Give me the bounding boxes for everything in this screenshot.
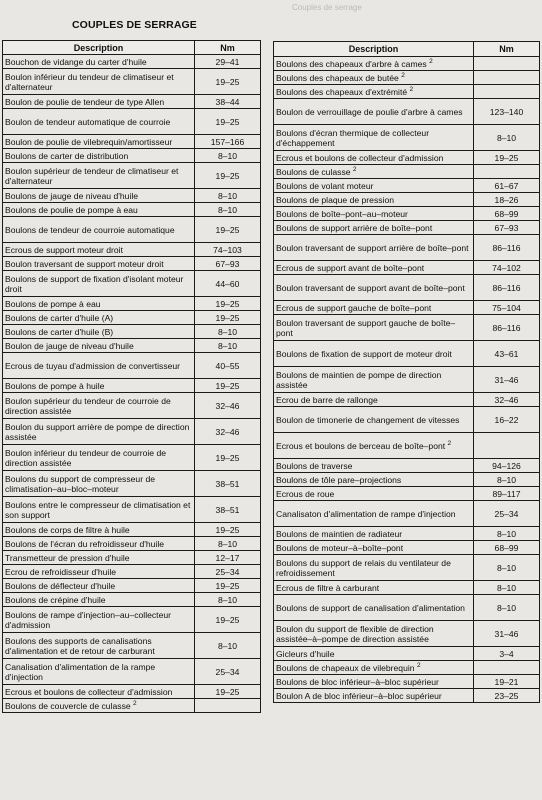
torque-value-cell: 8–10 xyxy=(195,633,261,659)
description-text: Boulons des chapeaux de butée xyxy=(276,72,399,83)
torque-value-cell: 86–116 xyxy=(474,315,540,341)
torque-value-cell: 8–10 xyxy=(474,473,540,487)
description-text: Boulons de carter de distribution xyxy=(5,150,129,161)
page-title: COUPLES DE SERRAGE xyxy=(72,19,197,31)
description-text: Boulons de déflecteur d'huile xyxy=(5,580,116,591)
torque-value-cell: 12–17 xyxy=(195,551,261,565)
description-text: Ecrous de support avant de boîte–pont xyxy=(276,262,425,273)
description-cell xyxy=(3,607,195,633)
footnote-marker: 2 xyxy=(352,165,357,173)
description-text: Boulons du support de compresseur de climatisation–au–bloc–moteur xyxy=(5,473,156,494)
description-cell xyxy=(274,433,474,459)
table-row xyxy=(274,315,540,341)
description-text: Boulon A de bloc inférieur–à–bloc supérieur xyxy=(276,690,442,701)
description-cell xyxy=(3,419,195,445)
description-cell xyxy=(274,675,474,689)
description-text: Transmetteur de pression d'huile xyxy=(5,552,130,563)
description-cell xyxy=(3,471,195,497)
table-row xyxy=(3,271,261,297)
description-text: Boulons de rampe d'injection–au–collecteur d'admission xyxy=(5,609,171,630)
description-text: Boulon de verrouillage de poulie d'arbre à cames xyxy=(276,106,463,117)
description-text: Boulon de tendeur automatique de courroie xyxy=(5,116,171,127)
table-row xyxy=(3,135,261,149)
torque-value-cell: 40–55 xyxy=(195,353,261,379)
table-row xyxy=(274,341,540,367)
table-row xyxy=(3,393,261,419)
description-text: Boulons de fixation de support de moteur droit xyxy=(276,348,452,359)
table-row xyxy=(274,689,540,703)
torque-value-cell xyxy=(474,71,540,85)
table-row xyxy=(3,607,261,633)
description-cell xyxy=(274,473,474,487)
description-text: Ecrous et boulons de berceau de boîte–pont xyxy=(276,440,446,451)
description-text: Boulon traversant de support moteur droit xyxy=(5,258,164,269)
table-row xyxy=(3,109,261,135)
description-cell xyxy=(3,659,195,685)
description-cell xyxy=(3,633,195,659)
table-row xyxy=(3,311,261,325)
torque-value-cell: 8–10 xyxy=(474,581,540,595)
torque-value-cell: 32–46 xyxy=(195,419,261,445)
torque-table-right xyxy=(273,41,540,703)
description-cell xyxy=(3,95,195,109)
torque-value-cell: 25–34 xyxy=(195,565,261,579)
torque-value-cell: 19–25 xyxy=(195,109,261,135)
description-text: Boulons de couvercle de culasse xyxy=(5,700,131,711)
description-cell xyxy=(274,301,474,315)
table-row xyxy=(274,621,540,647)
description-cell xyxy=(3,497,195,523)
table-row xyxy=(274,261,540,275)
description-cell xyxy=(274,555,474,581)
description-text: Boulons de traverse xyxy=(276,460,353,471)
description-cell xyxy=(274,193,474,207)
description-cell xyxy=(3,593,195,607)
description-text: Boulons de moteur–à–boîte–pont xyxy=(276,542,404,553)
description-cell xyxy=(274,207,474,221)
description-text: Boulons de maintien de pompe de direction assistée xyxy=(276,369,442,390)
table-row xyxy=(3,379,261,393)
table-row xyxy=(274,165,540,179)
torque-value-cell: 61–67 xyxy=(474,179,540,193)
description-text: Ecrou de barre de rallonge xyxy=(276,394,378,405)
torque-value-cell: 89–117 xyxy=(474,487,540,501)
description-cell xyxy=(274,407,474,433)
description-cell xyxy=(274,99,474,125)
description-cell xyxy=(274,647,474,661)
torque-value-cell xyxy=(195,699,261,713)
table-row xyxy=(3,699,261,713)
description-text: Boulon du support de flexible de direction assistée–à–pompe de direction assistée xyxy=(276,623,434,644)
description-text: Boulons de volant moteur xyxy=(276,180,374,191)
description-text: Boulons de plaque de pression xyxy=(276,194,395,205)
table-row xyxy=(3,593,261,607)
table-row xyxy=(3,445,261,471)
description-cell xyxy=(274,57,474,71)
torque-value-cell: 86–116 xyxy=(474,275,540,301)
table-row xyxy=(3,565,261,579)
table-row xyxy=(274,487,540,501)
description-text: Boulon de jauge de niveau d'huile xyxy=(5,340,134,351)
description-text: Boulons de boîte–pont–au–moteur xyxy=(276,208,408,219)
torque-value-cell: 38–51 xyxy=(195,471,261,497)
description-cell xyxy=(3,109,195,135)
torque-value-cell: 31–46 xyxy=(474,621,540,647)
description-text: Boulons de support arrière de boîte–pont xyxy=(276,222,433,233)
table-row xyxy=(3,297,261,311)
description-cell xyxy=(3,135,195,149)
table-row xyxy=(274,235,540,261)
description-cell xyxy=(3,523,195,537)
description-text: Boulons du support de relais du ventilateur de refroidissement xyxy=(276,557,451,578)
table-row xyxy=(274,99,540,125)
description-cell xyxy=(274,221,474,235)
description-text: Ecrous de support moteur droit xyxy=(5,244,123,255)
description-cell xyxy=(274,487,474,501)
description-text: Boulon traversant de support gauche de boîte–pont xyxy=(276,317,456,338)
torque-value-cell xyxy=(474,165,540,179)
torque-value-cell: 19–25 xyxy=(195,523,261,537)
description-text: Ecrous et boulons de collecteur d'admission xyxy=(5,686,173,697)
description-cell xyxy=(274,501,474,527)
torque-value-cell: 8–10 xyxy=(474,555,540,581)
table-row xyxy=(3,257,261,271)
table-row xyxy=(274,459,540,473)
table-row xyxy=(274,85,540,99)
description-cell xyxy=(3,379,195,393)
torque-value-cell: 29–41 xyxy=(195,55,261,69)
description-text: Boulons d'écran thermique de collecteur d'échappement xyxy=(276,127,430,148)
table-row xyxy=(274,541,540,555)
description-cell xyxy=(274,621,474,647)
torque-value-cell: 8–10 xyxy=(474,595,540,621)
torque-value-cell: 19–25 xyxy=(474,151,540,165)
description-text: Boulons de maintien de radiateur xyxy=(276,528,403,539)
torque-value-cell xyxy=(474,85,540,99)
table-row xyxy=(3,497,261,523)
table-row xyxy=(274,527,540,541)
description-text: Gicleurs d'huile xyxy=(276,648,335,659)
description-cell xyxy=(274,581,474,595)
description-cell xyxy=(3,297,195,311)
torque-value-cell: 8–10 xyxy=(195,325,261,339)
torque-value-cell: 25–34 xyxy=(195,659,261,685)
table-row xyxy=(274,675,540,689)
torque-value-cell: 19–25 xyxy=(195,579,261,593)
description-text: Boulons des supports de canalisations d'alimentation et de retour de carburant xyxy=(5,635,155,656)
description-text: Ecrous de filtre à carburant xyxy=(276,582,380,593)
description-text: Boulons des chapeaux d'extrémité xyxy=(276,86,408,97)
table-row xyxy=(274,661,540,675)
table-row xyxy=(3,203,261,217)
table-row xyxy=(274,125,540,151)
torque-value-cell: 19–25 xyxy=(195,445,261,471)
description-text: Ecrous de tuyau d'admission de convertisseur xyxy=(5,360,181,371)
torque-value-cell: 8–10 xyxy=(195,593,261,607)
torque-value-cell: 67–93 xyxy=(474,221,540,235)
description-cell xyxy=(3,551,195,565)
description-cell xyxy=(3,685,195,699)
torque-value-cell: 8–10 xyxy=(474,527,540,541)
torque-value-cell: 43–61 xyxy=(474,341,540,367)
description-text: Ecrous de support gauche de boîte–pont xyxy=(276,302,432,313)
table-row xyxy=(3,339,261,353)
table-row xyxy=(3,163,261,189)
torque-value-cell: 8–10 xyxy=(474,125,540,151)
footnote-marker: 2 xyxy=(409,85,414,93)
description-text: Boulons de poulie de pompe à eau xyxy=(5,204,138,215)
torque-value-cell xyxy=(474,433,540,459)
table-row xyxy=(274,433,540,459)
torque-value-cell: 8–10 xyxy=(195,203,261,217)
description-cell xyxy=(3,325,195,339)
table-row xyxy=(274,151,540,165)
description-cell xyxy=(274,261,474,275)
table-row xyxy=(3,659,261,685)
table-row xyxy=(3,55,261,69)
description-cell xyxy=(274,71,474,85)
description-cell xyxy=(274,393,474,407)
torque-table-left xyxy=(2,40,261,713)
column-header-nm: Nm xyxy=(195,41,261,55)
table-row xyxy=(3,685,261,699)
description-cell xyxy=(274,125,474,151)
torque-value-cell: 31–46 xyxy=(474,367,540,393)
description-cell xyxy=(274,527,474,541)
table-row xyxy=(3,189,261,203)
description-text: Boulon traversant de support arrière de boîte–pont xyxy=(276,242,469,253)
torque-value-cell: 8–10 xyxy=(195,537,261,551)
description-cell xyxy=(274,459,474,473)
description-text: Boulons de chapeaux de vilebrequin xyxy=(276,662,415,673)
torque-value-cell: 8–10 xyxy=(195,339,261,353)
description-text: Canalisaton d'alimentation de rampe d'injection xyxy=(276,508,456,519)
torque-value-cell: 74–103 xyxy=(195,243,261,257)
table-row xyxy=(3,149,261,163)
torque-value-cell: 19–21 xyxy=(474,675,540,689)
torque-value-cell: 19–25 xyxy=(195,311,261,325)
column-header-description: Description xyxy=(274,42,474,57)
description-cell xyxy=(274,151,474,165)
table-row xyxy=(3,95,261,109)
torque-value-cell: 3–4 xyxy=(474,647,540,661)
description-text: Boulons de carter d'huile (A) xyxy=(5,312,114,323)
description-cell xyxy=(274,541,474,555)
description-text: Boulons de culasse xyxy=(276,166,351,177)
description-text: Boulons de carter d'huile (B) xyxy=(5,326,114,337)
torque-value-cell: 38–44 xyxy=(195,95,261,109)
description-text: Ecrou de refroidisseur d'huile xyxy=(5,566,117,577)
description-cell xyxy=(274,315,474,341)
description-cell xyxy=(3,163,195,189)
description-cell xyxy=(3,579,195,593)
table-row xyxy=(3,633,261,659)
table-row xyxy=(3,537,261,551)
table-row xyxy=(274,221,540,235)
table-row xyxy=(274,473,540,487)
table-row xyxy=(3,325,261,339)
description-cell xyxy=(3,339,195,353)
description-text: Ecrous et boulons de collecteur d'admission xyxy=(276,152,444,163)
torque-value-cell: 32–46 xyxy=(474,393,540,407)
description-cell xyxy=(3,217,195,243)
torque-value-cell: 44–60 xyxy=(195,271,261,297)
description-cell xyxy=(3,311,195,325)
table-row xyxy=(3,579,261,593)
description-cell xyxy=(274,85,474,99)
description-text: Boulons de pompe à huile xyxy=(5,380,105,391)
torque-value-cell xyxy=(474,57,540,71)
table-row xyxy=(274,581,540,595)
description-text: Boulons de corps de filtre à huile xyxy=(5,524,130,535)
table-row xyxy=(3,353,261,379)
torque-value-cell: 19–25 xyxy=(195,297,261,311)
table-row xyxy=(3,419,261,445)
torque-value-cell: 94–126 xyxy=(474,459,540,473)
description-text: Boulons de jauge de niveau d'huile xyxy=(5,190,139,201)
table-row xyxy=(3,523,261,537)
table-row xyxy=(274,207,540,221)
torque-value-cell xyxy=(474,661,540,675)
description-text: Boulons de support de canalisation d'alimentation xyxy=(276,602,465,613)
description-text: Boulon traversant de support avant de boîte–pont xyxy=(276,282,465,293)
description-text: Boulon du support arrière de pompe de direction assistée xyxy=(5,421,190,442)
torque-value-cell: 32–46 xyxy=(195,393,261,419)
description-cell xyxy=(274,661,474,675)
description-text: Boulons de tôle pare–projections xyxy=(276,474,402,485)
description-text: Boulons de pompe à eau xyxy=(5,298,101,309)
torque-value-cell: 8–10 xyxy=(195,189,261,203)
column-header-description: Description xyxy=(3,41,195,55)
torque-value-cell: 68–99 xyxy=(474,207,540,221)
description-text: Boulons des chapeaux d'arbre à cames xyxy=(276,58,427,69)
description-cell xyxy=(3,565,195,579)
description-cell xyxy=(3,393,195,419)
description-text: Bouchon de vidange du carter d'huile xyxy=(5,56,147,67)
description-text: Boulons de tendeur de courroie automatique xyxy=(5,224,175,235)
description-text: Boulons de support de fixation d'isolant moteur droit xyxy=(5,273,184,294)
description-cell xyxy=(3,257,195,271)
torque-value-cell: 19–25 xyxy=(195,163,261,189)
description-cell xyxy=(274,275,474,301)
footnote-marker: 2 xyxy=(429,57,433,65)
torque-value-cell: 157–166 xyxy=(195,135,261,149)
description-cell xyxy=(3,55,195,69)
description-cell xyxy=(3,353,195,379)
description-cell xyxy=(274,595,474,621)
torque-value-cell: 68–99 xyxy=(474,541,540,555)
description-text: Ecrous de roue xyxy=(276,488,335,499)
description-text: Boulons de bloc inférieur–à–bloc supérieur xyxy=(276,676,439,687)
torque-value-cell: 25–34 xyxy=(474,501,540,527)
description-cell xyxy=(274,689,474,703)
table-row xyxy=(274,275,540,301)
torque-value-cell: 67–93 xyxy=(195,257,261,271)
description-text: Boulon de poulie de vilebrequin/amortisseur xyxy=(5,136,173,147)
description-cell xyxy=(3,699,195,713)
torque-value-cell: 16–22 xyxy=(474,407,540,433)
column-header-nm: Nm xyxy=(474,42,540,57)
table-row xyxy=(274,179,540,193)
table-row xyxy=(3,243,261,257)
description-cell xyxy=(274,179,474,193)
description-cell xyxy=(3,537,195,551)
table-row xyxy=(3,551,261,565)
torque-value-cell: 19–25 xyxy=(195,379,261,393)
torque-value-cell: 19–25 xyxy=(195,69,261,95)
torque-value-cell: 86–116 xyxy=(474,235,540,261)
torque-value-cell: 19–25 xyxy=(195,685,261,699)
description-cell xyxy=(3,445,195,471)
torque-value-cell: 74–102 xyxy=(474,261,540,275)
footnote-marker: 2 xyxy=(447,439,452,447)
torque-value-cell: 123–140 xyxy=(474,99,540,125)
table-row xyxy=(274,595,540,621)
table-row xyxy=(274,501,540,527)
description-cell xyxy=(274,367,474,393)
torque-value-cell: 38–51 xyxy=(195,497,261,523)
description-cell xyxy=(3,243,195,257)
table-row xyxy=(3,217,261,243)
description-text: Boulon inférieur du tendeur de climatiseur et d'alternateur xyxy=(5,71,174,92)
torque-value-cell: 19–25 xyxy=(195,607,261,633)
torque-value-cell: 19–25 xyxy=(195,217,261,243)
table-row xyxy=(274,555,540,581)
table-row xyxy=(274,647,540,661)
table-row xyxy=(274,407,540,433)
footnote-marker: 2 xyxy=(133,699,137,707)
description-text: Boulon de poulie de tendeur de type Allen xyxy=(5,96,165,107)
description-text: Boulon supérieur du tendeur de courroie de direction assistée xyxy=(5,395,171,416)
bleed-through-header: Couples de serrage xyxy=(292,3,362,12)
description-cell xyxy=(274,165,474,179)
table-row xyxy=(3,471,261,497)
table-row xyxy=(274,393,540,407)
table-row xyxy=(274,193,540,207)
description-text: Boulons de l'écran du refroidisseur d'huile xyxy=(5,538,165,549)
torque-value-cell: 75–104 xyxy=(474,301,540,315)
table-row xyxy=(3,69,261,95)
description-text: Canalisation d'alimentation de la rampe d'injection xyxy=(5,661,156,682)
description-cell xyxy=(3,203,195,217)
description-text: Boulon supérieur de tendeur de climatiseur et d'alternateur xyxy=(5,165,179,186)
footnote-marker: 2 xyxy=(416,661,421,669)
table-row xyxy=(274,301,540,315)
description-cell xyxy=(274,235,474,261)
description-text: Boulon inférieur du tendeur de courroie de direction assistée xyxy=(5,447,167,468)
description-cell xyxy=(3,189,195,203)
description-text: Boulons de crépine d'huile xyxy=(5,594,106,605)
footnote-marker: 2 xyxy=(401,71,405,79)
torque-value-cell: 8–10 xyxy=(195,149,261,163)
description-cell xyxy=(274,341,474,367)
torque-value-cell: 18–26 xyxy=(474,193,540,207)
table-row xyxy=(274,71,540,85)
description-cell xyxy=(3,271,195,297)
description-cell xyxy=(3,149,195,163)
description-cell xyxy=(3,69,195,95)
description-text: Boulon de timonerie de changement de vitesses xyxy=(276,414,460,425)
table-row xyxy=(274,57,540,71)
torque-value-cell: 23–25 xyxy=(474,689,540,703)
description-text: Boulons entre le compresseur de climatisation et son support xyxy=(5,499,191,520)
table-row xyxy=(274,367,540,393)
